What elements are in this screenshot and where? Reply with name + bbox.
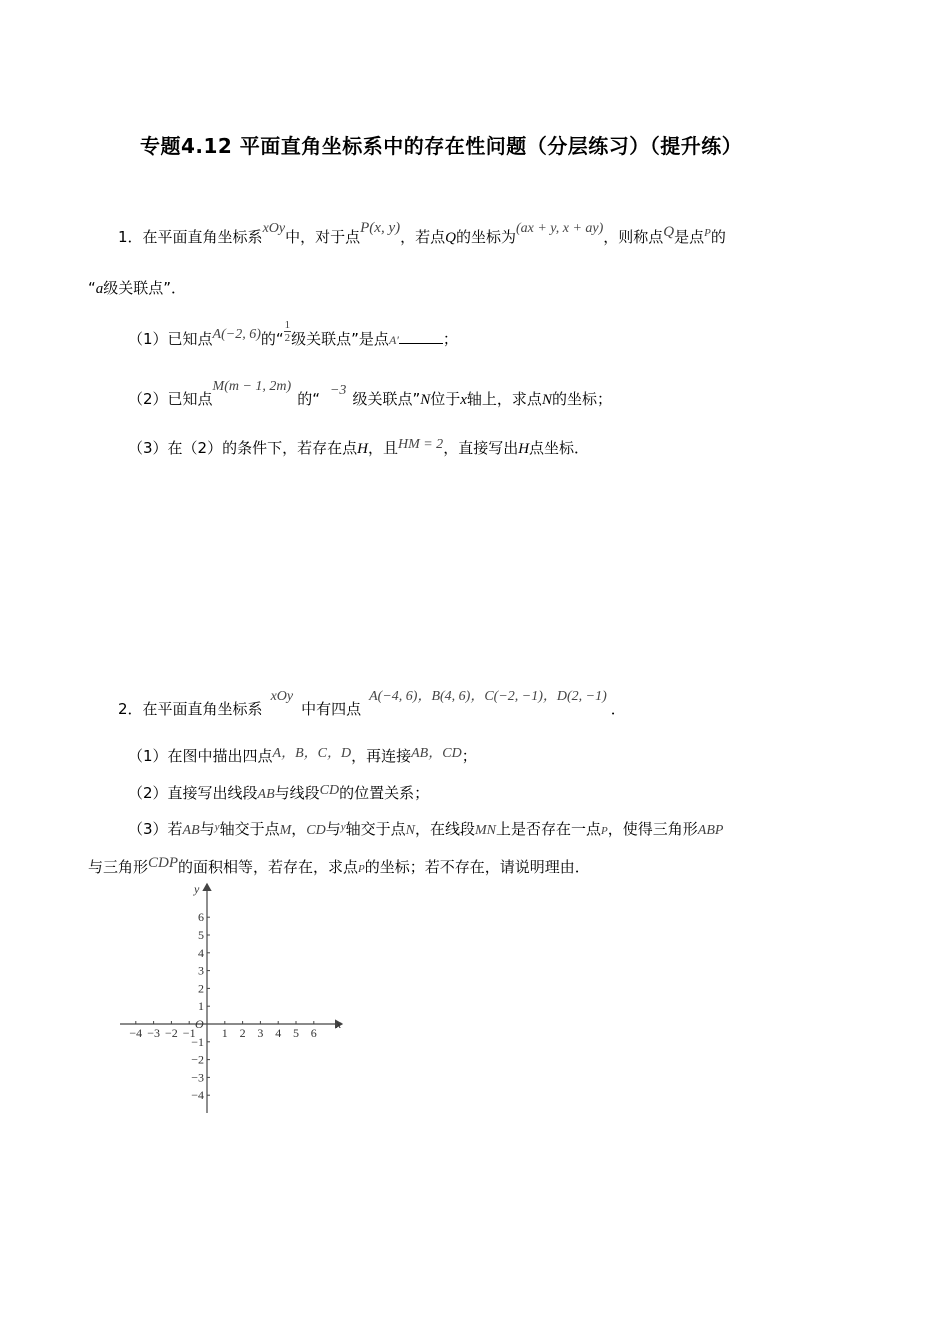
math-AB: AB	[182, 823, 200, 838]
q2-text: 与	[325, 820, 341, 838]
fraction-numerator: 1	[284, 319, 291, 331]
y-tick-label: −1	[191, 1034, 204, 1049]
q1-text: ；	[442, 330, 458, 348]
math-P: P	[358, 863, 365, 875]
math-segments: AB，CD	[411, 746, 462, 761]
math-H: H	[357, 441, 368, 457]
math-P: P(x, y)	[360, 220, 401, 236]
coordinate-grid	[110, 878, 360, 1123]
page-title: 专题4.12 平面直角坐标系中的存在性问题（分层练习）（提升练）	[140, 134, 743, 158]
math-xOy: xOy	[262, 221, 286, 236]
q2-part1	[128, 745, 477, 766]
fraction-half	[284, 319, 292, 344]
math-y: y	[340, 821, 346, 833]
math-coords: (ax + y, x + ay)	[515, 221, 604, 236]
math-xOy: xOy	[270, 689, 294, 704]
q1-text: ，则称点	[603, 228, 664, 246]
q2-text: ，	[291, 820, 307, 838]
math-MN: MN	[475, 823, 496, 838]
q2-text: 与三角形	[88, 858, 149, 876]
q2-part3-line1	[128, 818, 723, 839]
q2-number: 2．	[118, 700, 143, 718]
q1-text: （2）已知点	[128, 390, 213, 408]
q1-text: 的“	[260, 330, 284, 348]
math-HM: HM = 2	[397, 437, 444, 452]
q1-part2	[128, 379, 612, 409]
answer-blank[interactable]	[399, 331, 443, 344]
q2-text: 轴交于点	[219, 820, 280, 838]
q2-part3-line2	[88, 856, 590, 877]
math-P: P	[704, 227, 711, 239]
x-tick-label: −3	[147, 1026, 160, 1040]
math-CD: CD	[306, 823, 326, 838]
q1-part3	[128, 437, 589, 458]
q2-text: 与	[199, 820, 215, 838]
y-tick-label: 5	[198, 928, 204, 942]
q1-line1	[118, 220, 726, 247]
q1-text: 的坐标为	[455, 228, 516, 246]
q1-line2	[88, 277, 186, 298]
q1-text: （1）已知点	[128, 330, 213, 348]
y-tick-label: 1	[198, 999, 204, 1014]
q1-text: 的	[710, 228, 726, 246]
q2-text: 轴交于点	[345, 820, 406, 838]
y-tick-label: −4	[191, 1088, 204, 1103]
origin-label: O	[195, 1017, 204, 1031]
q1-text: （3）在（2）的条件下，若存在点	[128, 439, 358, 457]
q1-number: 1．	[118, 228, 143, 246]
math-points: A(−4, 6)，B(4, 6)，C(−2, −1)，D(2, −1)	[369, 689, 607, 704]
q2-text: 中有四点	[301, 700, 362, 718]
q1-text: ，且	[367, 439, 398, 457]
q2-text: 的位置关系；	[339, 784, 430, 802]
math-Q: Q	[663, 224, 675, 240]
math-M: M	[279, 823, 292, 838]
math-H: H	[518, 441, 530, 457]
math-Q: Q	[445, 230, 456, 246]
math-x: x	[460, 392, 467, 408]
x-axis-label: x	[336, 1017, 342, 1031]
x-tick-label: −4	[129, 1026, 143, 1040]
q2-line1	[118, 689, 626, 719]
math-y: y	[214, 821, 220, 833]
q1-text: 级关联点”	[352, 390, 421, 408]
math-N: N	[541, 392, 552, 408]
math-N: N	[420, 392, 431, 408]
y-tick-label: −2	[191, 1052, 204, 1067]
q2-text: ，再连接	[351, 747, 412, 765]
q1-text: 轴上，求点	[466, 390, 542, 408]
q1-text: ，若点	[400, 228, 446, 246]
q1-text: “	[88, 279, 96, 297]
math-CD: CD	[319, 783, 340, 798]
q2-text: ；	[461, 747, 477, 765]
q2-text: （1）在图中描出四点	[128, 747, 273, 765]
math-AB: AB	[257, 787, 275, 802]
math-P: P	[601, 825, 608, 837]
math-N: N	[405, 823, 415, 838]
q2-text: ，使得三角形	[607, 820, 698, 838]
q2-text: ．	[610, 700, 626, 718]
x-tick-label: 5	[293, 1026, 299, 1040]
x-tick-label: 3	[257, 1026, 264, 1040]
y-tick-label: −3	[191, 1070, 204, 1085]
x-tick-label: −1	[182, 1026, 196, 1040]
q1-part1	[128, 319, 458, 352]
q2-text: 在平面直角坐标系	[142, 700, 263, 718]
q1-text: 位于	[430, 390, 461, 408]
y-tick-label: 2	[198, 981, 204, 996]
x-tick-label: 4	[275, 1026, 282, 1040]
q2-text: 的面积相等，若存在，求点	[178, 858, 359, 876]
q2-text: 上是否存在一点	[496, 820, 602, 838]
q1-text: 点坐标．	[529, 439, 590, 457]
math-points: A，B，C，D	[272, 746, 352, 761]
math-A: A(−2, 6)	[212, 327, 261, 342]
x-tick-label: 1	[221, 1026, 228, 1040]
q1-text: 在平面直角坐标系	[142, 228, 263, 246]
x-tick-label: 2	[239, 1026, 246, 1040]
q2-text: （2）直接写出线段	[128, 784, 258, 802]
x-tick-label: −2	[165, 1026, 178, 1040]
math-ABP: ABP	[697, 823, 724, 838]
math-neg3: −3	[329, 383, 347, 398]
math-a: a	[95, 281, 104, 297]
q1-text: 级关联点”．	[103, 279, 187, 297]
q1-text: 是点	[674, 228, 705, 246]
q1-text: ，直接写出	[443, 439, 519, 457]
q2-text: ，在线段	[414, 820, 475, 838]
q1-text: 的“	[297, 390, 320, 408]
x-tick-label: 6	[310, 1026, 317, 1040]
math-M: M(m − 1, 2m)	[212, 379, 292, 394]
y-tick-label: 4	[198, 945, 204, 960]
y-axis-label: y	[194, 882, 200, 896]
q1-text: 中，对于点	[285, 228, 361, 246]
q1-text: 级关联点”是点	[291, 330, 389, 348]
q2-part2	[128, 782, 429, 803]
q2-text: 与线段	[274, 784, 320, 802]
math-CDP: CDP	[148, 855, 179, 871]
q2-text: （3）若	[128, 820, 183, 838]
fraction-denominator: 2	[284, 332, 291, 344]
math-A-prime: A′	[388, 333, 399, 347]
q1-text: 的坐标；	[551, 390, 612, 408]
y-tick-label: 6	[198, 910, 204, 925]
q2-text: 的坐标；若不存在，请说明理由．	[364, 858, 590, 876]
y-tick-label: 3	[198, 963, 204, 978]
